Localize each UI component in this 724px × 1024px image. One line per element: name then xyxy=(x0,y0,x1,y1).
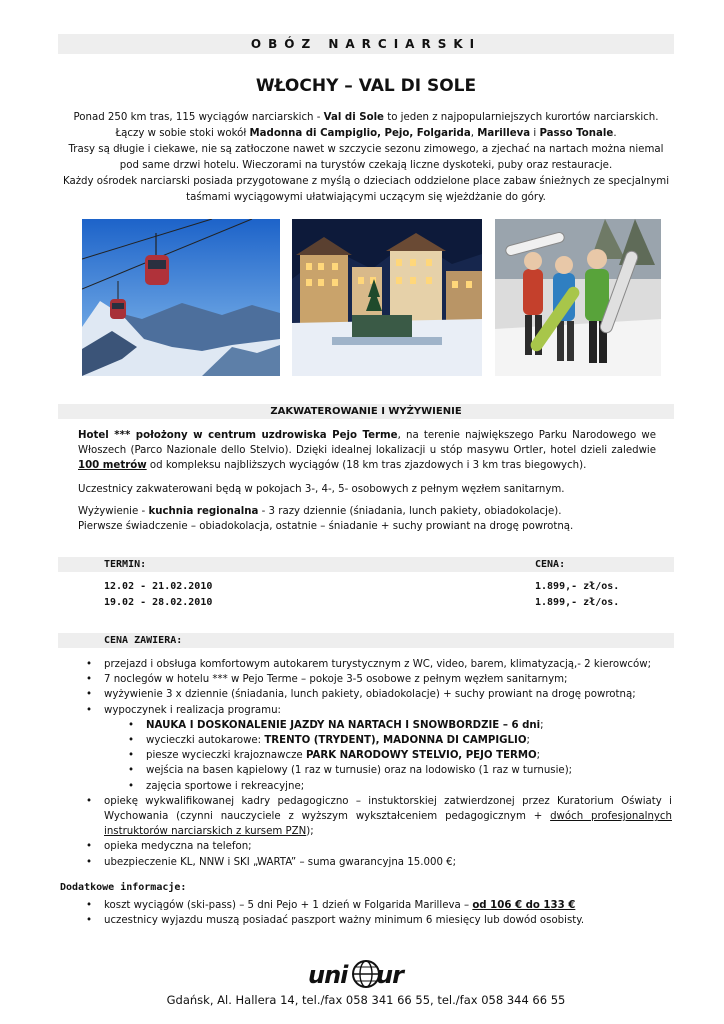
page-title: WŁOCHY – VAL DI SOLE xyxy=(255,76,477,96)
list-item: • NAUKA I DOSKONALENIE JAZDY NA NARTACH I SNOWBORDZIE – 6 dni; xyxy=(128,718,672,733)
svg-text:ur: ur xyxy=(376,961,403,989)
list-item: • opiekę wykwalifikowanej kadry pedagogiczno – instuktorskiej zatwierdzonej przez Kuratorium Oświaty i Wychowania (czynni nauczyciele z wyższym wykształceniem pedagogicznym + dwóch profesjonalnych instruktorów narciarskich z kursem PZN); xyxy=(86,794,672,840)
list-item: • wypoczynek i realizacja programu: • NAUKA I DOSKONALENIE JAZDY NA NARTACH I SNOWBORDZIE – 6 dni; • wycieczki autokarowe: TRENTO (TRYDENT), MADONNA DI CAMPIGLIO; • piesze wycieczki krajoznawcze PARK NARODOWY STELVIO, PEJO TERMO; • wejścia na basen kąpielowy (1 raz w turnusie) oraz na lodowisko (1 raz w turnusie); • zajęcia sportowe i rekreacyjne; xyxy=(86,703,672,794)
termin-label: TERMIN: xyxy=(104,559,147,570)
intro-text: Ponad 250 km tras, 115 wyciągów narciarskich - Val di Sole to jeden z najpopularniejszych kurortów narciarskich. Łączy w sobie stoki wokół Madonna di Campiglio, Pejo, Folgarida, Marilleva i Passo Tonale. Trasy są długie i ciekawe, nie są zatłoczone nawet w szczycie sezonu zimowego, a zjechać na nartach można niemal pod same drzwi hotelu. Wieczorami na turystów czekają liczne dyskoteki, puby oraz restauracje. Każdy ośrodek narciarski posiada przygotowane z myślą o dzieciach oddzielone place zabaw śnieżnych ze specjalnymi taśmami wyciągowymi ułatwiającymi uczącym się wjeżdżanie do góry. xyxy=(62,112,670,203)
list-item: • wejścia na basen kąpielowy (1 raz w turnusie) oraz na lodowisko (1 raz w turnusie); xyxy=(128,763,672,778)
list-item: • wycieczki autokarowe: TRENTO (TRYDENT), MADONNA DI CAMPIGLIO; xyxy=(128,733,672,748)
footer-contact: Gdańsk, Al. Hallera 14, tel./fax 058 341 66 55, tel./fax 058 344 66 55 xyxy=(166,993,566,1007)
termin-dates-2: 19.02 - 28.02.2010 xyxy=(104,597,213,608)
termin-dates-1: 12.02 - 21.02.2010 xyxy=(104,581,213,592)
header-band xyxy=(58,34,674,54)
accommodation-heading: ZAKWATEROWANIE I WYŻYWIENIE xyxy=(58,404,674,419)
includes-list xyxy=(86,657,672,870)
food-text: Wyżywienie - kuchnia regionalna - 3 razy dziennie (śniadania, lunch pakiety, obiadokolacje). Pierwsze świadczenie – obiadokolacja, ostatnie – śniadanie + suchy prowiant na drogę powrotną. xyxy=(78,506,574,532)
hotel-description: Hotel *** położony w centrum uzdrowiska Pejo Terme, na terenie największego Parku Narodowego we Włoszech (Parco Nazionale dello Stelvio). Dzięki idealnej lokalizacji u stóp masywu Ortler, hotel dzieli zaledwie 100 metrów od kompleksu najbliższych wyciągów (18 km tras zjazdowych i 3 km tras biegowych). xyxy=(78,430,656,471)
list-item: • uczestnicy wyjazdu muszą posiadać paszport ważny minimum 6 miesięcy lub dowód osobisty. xyxy=(86,913,672,928)
rooms-text: Uczestnicy zakwaterowani będą w pokojach 3-, 4-, 5- osobowych z pełnym węzłem sanitarnym. xyxy=(78,484,565,495)
extra-heading: Dodatkowe informacje: xyxy=(60,882,187,893)
list-item: • 7 noclegów w hotelu *** w Pejo Terme – pokoje 3-5 osobowe z pełnym węzłem sanitarnym; xyxy=(86,672,672,687)
list-item: • zajęcia sportowe i rekreacyjne; xyxy=(128,779,672,794)
globe-icon xyxy=(306,957,424,991)
price-label: CENA: xyxy=(535,559,566,570)
list-item: • koszt wyciągów (ski-pass) – 5 dni Pejo + 1 dzień w Folgarida Marilleva – od 106 € do 133 € xyxy=(86,898,672,913)
list-item: • wyżywienie 3 x dziennie (śniadania, lunch pakiety, obiadokolacje) + suchy prowiant na drogę powrotną; xyxy=(86,687,672,702)
village-night-photo xyxy=(292,219,482,376)
list-item: • piesze wycieczki krajoznawcze PARK NARODOWY STELVIO, PEJO TERMO; xyxy=(128,748,672,763)
termin-price-2: 1.899,- zł/os. xyxy=(535,597,620,608)
includes-heading: CENA ZAWIERA: xyxy=(58,633,674,648)
list-item: • przejazd i obsługa komfortowym autokarem turystycznym z WC, video, barem, klimatyzacją,- 2 kierowców; xyxy=(86,657,672,672)
list-item: • ubezpieczenie KL, NNW i SKI „WARTA” – suma gwarancyjna 15.000 €; xyxy=(86,855,672,870)
gondola-mountains-photo xyxy=(82,219,280,376)
svg-text:uni: uni xyxy=(308,961,348,989)
list-item: • opieka medyczna na telefon; xyxy=(86,839,672,854)
unitur-logo xyxy=(306,957,424,991)
snowboarders-photo xyxy=(495,219,661,376)
termin-heading xyxy=(58,557,674,572)
extra-list xyxy=(86,898,672,928)
header-label: OBÓZ NARCIARSKI xyxy=(250,37,482,51)
termin-price-1: 1.899,- zł/os. xyxy=(535,581,620,592)
